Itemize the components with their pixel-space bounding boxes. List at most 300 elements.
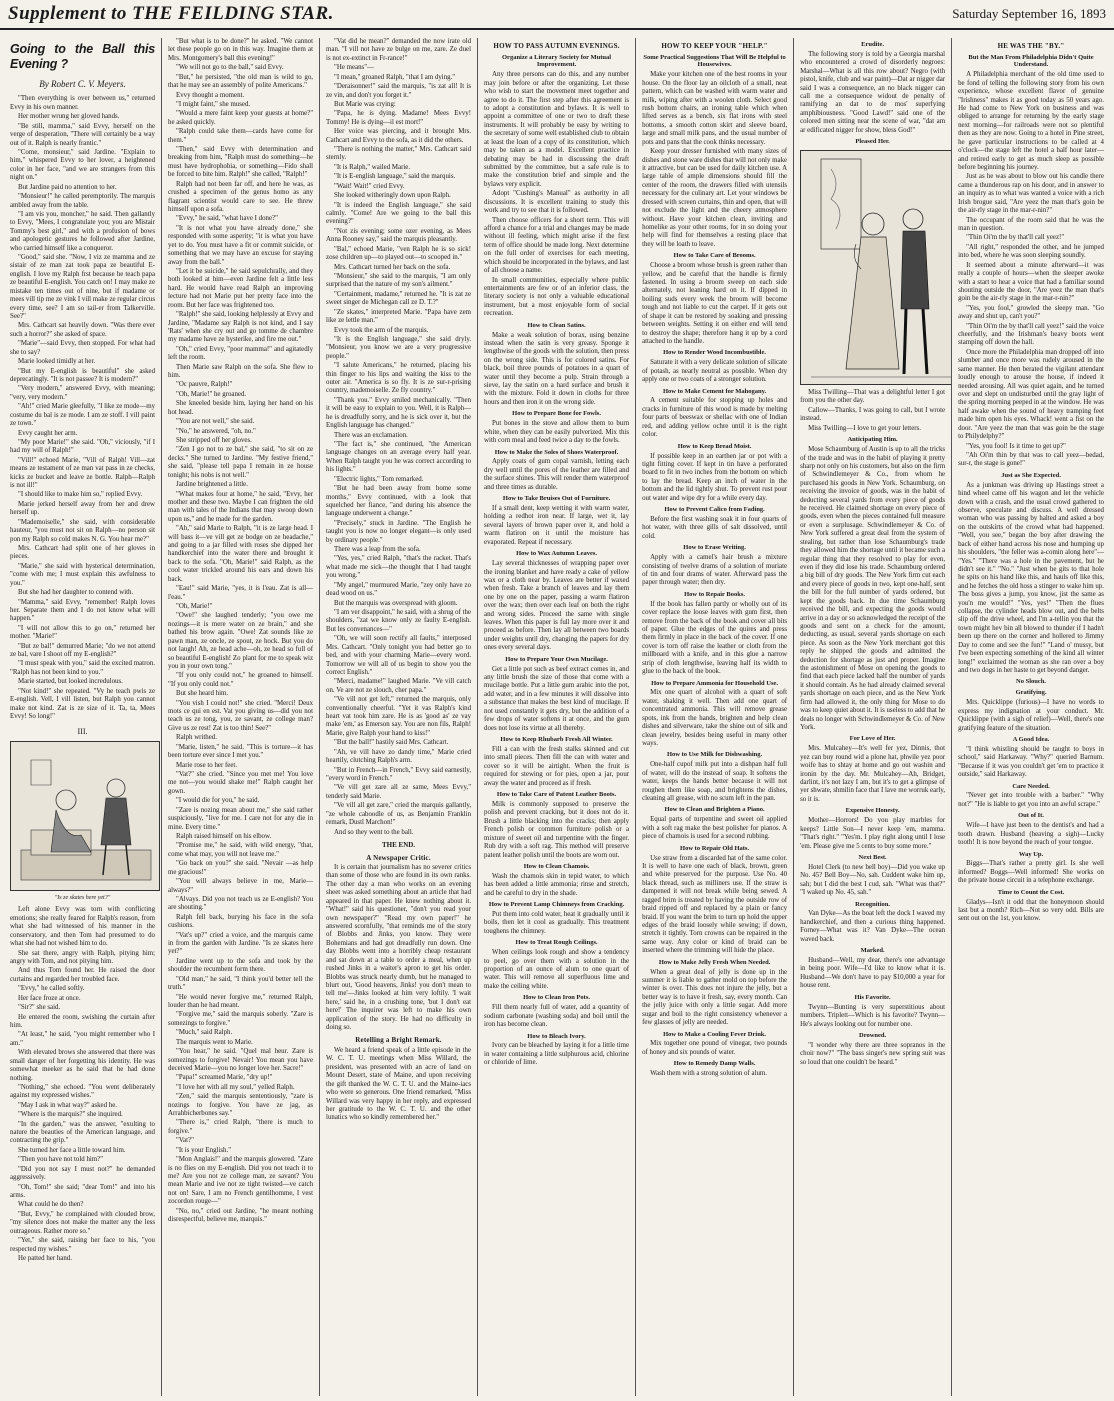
paragraph: We heard a friend speak of a little episode in the W. C. T. U. meetings when Miss Willard, the president, was presented with an acre of land on Mount Desert, state of Maine, and upon receiving the gift thanked the W. C. T. U. and the Maine-iacs who were so generous. One friend remarked, "Miss Willard was very happy in her reply, and expressed her gratitude to the W. C. T. U. and the other lunatics who so kindly remembered her." — [326, 1047, 472, 1122]
paragraph: There was an exclamation. — [334, 431, 408, 439]
paragraph: "It is not what you have already done," she responded with some asperity; "it is what you have yet to do. You must have a fit or commit suicide, or something that we may have an excuse for staying away from the ball." — [168, 224, 314, 266]
section-body: Before the first washing soak it in four quarts of hot water, with three gills of salt dissolved, until cold. — [642, 515, 788, 540]
paragraph: Once more the Philadelphia man dropped off into slumber and once more was rudely aroused in the same manner. He then berated the vigilant attendant loudly enough to arouse the house, if indeed it needed arousing. All was quiet again, and he turned over and slept on undisturbed until the gray light of the spring morning peeped in at the window. He was half awake when the sound of heavy tramping feet made him open his eyes. Whack! went a fist on the door. "Are yeez the man that was goin be the stage to Philydelphy?" — [958, 348, 1104, 441]
paragraph: "Then you have not told him?" — [18, 1156, 104, 1164]
paragraph: "But the ball!" hastily said Mrs. Cathcart. — [334, 739, 449, 747]
paragraph: "Zen I go not to ze bal," she said, "to sit on ze decks." She turned to Jardine. "My festive friend," she said, "please tell papa I remain in ze house tonight; his nobs is not well." — [168, 446, 314, 479]
paragraph: "But my E-english is beautiful" she asked deprecatingly. "It is not passee? It is modern?" — [10, 367, 156, 383]
section-heading: How to Erase Writing. — [683, 544, 746, 552]
help-heading: HOW TO KEEP YOUR "HELP." — [661, 42, 768, 50]
paragraph: "There is nothing the matter," Mrs. Cathcart said sternly. — [326, 146, 472, 162]
paragraph: Evvy caught her arm. — [18, 429, 78, 437]
paragraph: "I love her with all my soul," yelled Ralph. — [176, 1083, 295, 1091]
humor-top — [800, 41, 945, 146]
paragraph: "Then everything is over between us," returned Evvy in his own manner. — [10, 95, 156, 111]
illustration-skates — [10, 741, 160, 891]
paragraph: It seemed about a minute afterward—it was really a couple of hours—when the sleeper awoke with a start to hear a voice that had a familiar sound shouting outside the door, "Are yeez the man that's goin be the air-rly stage in the mar-r-nin?" — [958, 261, 1104, 303]
paragraph: "Oh, Marie!" he groaned. — [176, 390, 247, 398]
paragraph: Ralph fell back, burying his face in the sofa cushions. — [168, 913, 314, 930]
paragraph: But she had her daughter to contend with. — [18, 589, 134, 597]
section-heading: Care Needed. — [1012, 782, 1050, 790]
section-body: Mother—Horrors! Do you play marbles for keeps? Little Son—I never keep 'em, mamma. "That's right." "Yes'm. I play right along until I lose 'em. Please give me 5 cents to buy some more." — [800, 817, 946, 850]
paragraph: Miss Twilling—That was a delightful letter I got from you the other day. — [800, 389, 946, 405]
section-body: When a great deal of jelly is done up in the summer it is liable to gather mold on top before the winter is over. This does not injure the jelly, but a better way is to have it fresh, say, every month. Can the jelly juice with only a little sugar. Add more sugar and boil to the right consistency whenever a few glasses of jelly are needed. — [642, 968, 788, 1027]
paragraph: "May I ask in what way?" asked he. — [18, 1101, 118, 1109]
section-heading: Way Up. — [1018, 850, 1044, 858]
paragraph: Then choose officers for a short term. This will afford a chance for a trial and changes may be made without ill feeling, which might arise if the first term of office should be made long. Next determine on the full order of exercises for each meeting, which should be incorporated in the bylaws, and last of all choose a name. — [484, 216, 630, 275]
paragraph: "Thank you." Evvy smiled mechanically. "Then it will be easy to explain to you. Well, it is Ralph—he is dreadfully sorry, and he is sick over it, but the English language has changed." — [326, 396, 472, 430]
paragraph: "He would never forgive me," returned Ralph, louder than he had meant. — [168, 993, 314, 1009]
section-heading: How to Clean Chamois. — [523, 862, 590, 870]
paragraph: "Where is the marquis?" she inquired. — [18, 1111, 123, 1119]
illustration-drawing — [11, 740, 159, 890]
paragraph: "Ve vill all get zare," cried the marquis gallantly, "ze whole caboodle of us, as Benjamin Franklin remark, Dustl Marchon!" — [326, 802, 472, 827]
paragraph: "Owe!" she laughed tenderly; "you owe me nozings—it is mere water on ze brain," and she bathed his brow again. "Owe! Zat sounds like ze pawn man, ze oncle, ze spout, ze hock. But you do not laugh! Ah, ze head ache—oh, ze head so full of so beautiful E-english! Zo plant for me to speak wiz you in your own tong." — [168, 612, 314, 670]
section-body: Choose a broom whose brush is green rather than yellow, and be careful that the handle is firmly fastened. In using a broom sweep on each side alternately, not leaning hard on it. If dipped in boiling suds every week the broom will become tough and not liable to cut the carpet. If it gets out of shape it can be restored by soaking and pressing between weights. Setting it on either end will tend to destroy the shape; therefore hang it up by a cord attached to the handle. — [642, 262, 788, 345]
story-continued — [168, 38, 313, 1225]
autumn-body — [484, 71, 629, 318]
page-columns — [4, 38, 1110, 1396]
paragraph: Just as he was about to blow out his candle there came a thunderous rap on his door, and in answer to an inquiry as to what was wanted a voice with a rich Irish brogue said, "Are yeez the man that's goin be the air-rly stage in the mar-r-nin?" — [958, 173, 1104, 215]
paragraph: Marie rose to her feet. — [176, 761, 238, 769]
paragraph: "There is," cried Ralph, "there is much to forgive." — [168, 1119, 314, 1135]
humor-dialogue — [800, 389, 945, 433]
section-body: The following story is told by a Georgia marshal who encountered a crowd of disorderly negroes: Marshal—What is all this row about? Negro (with pistol, knife, club and war paint)—Dat ar nigger dar said I was a consequence, an no black nigger can call me a consequence widout de penalty of ramifying an dat to de mos' superfying amphibiousness. "Good Lawd!" said one of the colored men sitting near the scene of war, "dat am ar edificated nigger for show, bless God!" — [800, 50, 946, 134]
paragraph: "Eau!" said Marie, "yes, it is l'eau. Zat is all—l'eau." — [168, 585, 314, 601]
paragraph: "It is the English language," she said dryly. "Monsieur, you know we are a very progressive people." — [326, 335, 472, 360]
paragraph: "But he had been away from home some months," Evvy continued, with a look that squelched her fiance, "and during his absence the language underwent a change." — [326, 485, 472, 518]
paragraph: "But," he persisted, "the old man is wild to go, that he may see an assembly of polite Americans." — [168, 73, 314, 90]
section-heading: Just as She Expected. — [1001, 471, 1061, 479]
paragraph: "Marie"—said Evvy, then stopped. For what had she to say? — [10, 340, 156, 356]
section-body: Lay several thicknesses of wrapping paper over the ironing blanket and have ready a cake of yellow wax or a cloth near by. Leaves are better if waxed when fresh. Take a branch of leaves and lay them one by one on the paper, passing a warm flatiron over the wax; then over each leaf on both the right and wrong sides. Proceed the same with single leaves. When this paper is full lay more over it and proceed as before. Then lay all between two boards under weights until dry, changing the papers for dry ones every several days. — [484, 560, 630, 652]
story-conclusion — [326, 38, 471, 837]
paragraph: The marquis went to Marie. — [176, 1038, 253, 1046]
paragraph: "Ah Oi'm thin by that was to call yeez—bedad, sur-r, the stage is gone!" — [958, 451, 1104, 468]
paragraph: Marie looked timidly at her. — [18, 358, 96, 366]
paragraph: "Thin Oi'm the by that'll call yeez!" — [966, 234, 1065, 242]
section-body: When ceilings look rough and show a tendency to peel, go over them with a solution in the proportion of an ounce of alum to one quart of water. This will remove all superfluous lime and make the ceiling white. — [484, 949, 630, 990]
column-1 — [4, 38, 162, 1396]
help-body — [642, 71, 787, 249]
the-end: THE END. — [382, 840, 416, 849]
paragraph: Keep your dresser furnished with many sizes of dishes and stone ware dishes that will not only make it attractive, but can be used for daily kitchen use. A large table of ample dimensions should fill the center of the room, the drawers filled with utensils necessary for the culinary art. Let your windows be dressed with screen curtains, thin and open, that will not exclude the light and the cheery atmosphere without. Have your kitchen clean, inviting and homelike as your other rooms, for in so doing your help will find for themselves a resting place that they will be loath to leave. — [642, 148, 788, 248]
paragraph: "Good," said she. "Now, I viz ze mamma and ze sistair of ze man zat took papa ze beautiful E-english. I love my Ralph frst because he teach papa ze beautiful E-english. You catch on! I may make ze mistake ten times out of nine, but if madame or mees vill tip me ze vink I vill make ze regular circus every time, see? I am so tail-er from Talkerville. See?" — [10, 254, 156, 321]
section-heading: A Good Idea. — [1012, 735, 1050, 743]
paragraph: "My poor Marie!" she said. "Oh," viciously, "if I had my will of Ralph!" — [10, 438, 156, 455]
paragraph: "Papa, he is dying. Madame! Mees Evvy! Tommy! He is dying—il est mort!" — [326, 110, 472, 126]
section-heading: No Slouch. — [1016, 678, 1047, 686]
critic-heading: A Newspaper Critic. — [366, 853, 431, 862]
section-body: Ivory can be bleached by laying it for a little time in water containing a little sulphurous acid, chlorine or chloride of lime. — [484, 1042, 630, 1067]
paragraph: "I must speak with you," said the excited matron. "Ralph has not been kind to you." — [10, 660, 156, 676]
paragraph: "But what is to be done?" he asked. "We cannot let these people go on in this way. Imagine them at Mrs. Montgomery's ball this evening!" — [168, 38, 314, 62]
column-2 — [162, 38, 320, 1396]
paragraph: "But ze bal!" demurred Marie; "do we not attend ze bal, vare I shoot off my E-english?" — [10, 642, 156, 659]
paragraph: "Zen," said the marquis sententiously, "zare is nozings to forgive. You have ze jag, as Arrahbicherbones say." — [168, 1093, 314, 1118]
paragraph: "But, Evvy," he complained with clouded brow, "my silence does not make the matter any the less outrageous. Rather more so." — [10, 1210, 156, 1235]
paragraph: "No," he answered, "oh, no." — [176, 427, 256, 435]
section-heading: How to Clean Satins. — [527, 321, 586, 329]
section-body: Wash them with a strong solution of alum. — [650, 1070, 768, 1078]
paragraph: She stripped off her gloves. — [176, 436, 252, 444]
paragraph: "You vish I could not!" she cried. "Merci! Deux mots ce qui en est. Vat you giving us—did you not teach us ze tong, you, ze savant, ze college man? Give us ze rest! Zat is too thin! See?" — [168, 699, 314, 732]
paragraph: "Yes, you fool," growled the sleepy man. "Go away and shut up, can't you?" — [958, 304, 1104, 321]
paragraph: "We will not go to the ball," said Evvy. — [176, 64, 284, 72]
paragraph: And thus Tom found her. He raised the door curtains and regarded her troubled face. — [10, 967, 156, 983]
paragraph: "Oh, Tom!" she said; "dear Tom!" and into his arms. — [10, 1183, 156, 1199]
section-heading: How to Prevent Lamp Chimneys from Cracking. — [488, 901, 625, 909]
section-body: Biggs—That's rather a pretty girl. Is she well informed? Boggs—Well informed! She works on the private house circuit in a telephone exchange. — [958, 860, 1104, 885]
paragraph: Adopt "Cushing's Manual" as authority in all discussions. It is excellent training to study this work and try to see that it is followed. — [484, 190, 630, 215]
paragraph: With elevated brows she answered that there was small danger of her forgetting his identity. He was somewhat meeker as he said that he had done nothing. — [10, 1049, 156, 1082]
paragraph: Her mother wrung her gloved hands. — [18, 113, 120, 121]
paragraph: "Yes, you fool! Is it time to get up?" — [966, 442, 1066, 450]
section-body: If a small dent, keep wetting it with warm water, holding a redhot iron near. If large, wet it, lay several layers of brown paper over it, and hold a warm flatiron on it until the moisture has evaporated. Repeat if necessary. — [484, 505, 630, 546]
masthead-title: Supplement to THE FEILDING STAR. — [8, 3, 334, 24]
paragraph: "Ve vill not get left," returned the marquis, only conventionally cheerful. "Yet it vas Ralph's kind heart vat took him zare. He is as 'good as' ze vay make 'em,' as Emerson say. You are non fils, Ralph! Marie, give Ralph your hand to kiss!" — [326, 696, 472, 737]
paragraph: "Let it be suicide," he said sepulchrally, and they both looked at him—even Jardine felt a little less hard. He would have read Ralph an improving lecture had not Marie put her pretty face into the room. But her face was frightened too. — [168, 267, 314, 309]
paragraph: She sat there, angry with Ralph, pitying him; angry with Tom, and not pitying him. — [10, 949, 156, 966]
section-heading: How to Repair Books. — [684, 590, 746, 598]
section-body: Put them into cold water, heat it gradually until it boils, then let it cool as gradually. This treatment toughens the chimney. — [484, 911, 630, 935]
paragraph: He patted her hand. — [18, 1254, 72, 1262]
section-heading: How to Prevent Calico from Fading. — [664, 506, 765, 514]
section-body: Get a little pot such as beef extract comes in, and any little brush the size of those that come with a mucilage bottle. Put a little gum arabic into the pot, add water, and in a few minutes it will dissolve into a substance that makes the best kind of mucilage. If not used constantly it gets dry, but the addition of a few drops of water softens it at once, and the gum does not lose its virtue at all thereby. — [484, 665, 630, 732]
paragraph: "Ah!" cried Marie gleefully, "I like ze mode—my costume du bal is ze mode. I am ze stoff. I vill paint ze town." — [10, 403, 156, 428]
section-heading: How to Take Care of Brooms. — [673, 252, 756, 260]
paragraph: "He means"— — [334, 64, 374, 72]
remark-heading: Retelling a Bright Remark. — [355, 1036, 442, 1045]
section-heading: How to Keep Bread Moist. — [677, 442, 752, 450]
by-heading: HE WAS THE "BY." — [997, 42, 1065, 50]
help-subheading: Some Practical Suggestions That Will Be Helpful to Housewives. — [643, 53, 786, 69]
section-heading: How to Prepare Ammonia for Household Use. — [651, 679, 779, 687]
paragraph: "Ralph could take them—cards have come for them." — [168, 128, 314, 144]
paragraph: But Marie was crying: — [334, 100, 396, 108]
section-heading: How to Make Jelly Fresh When Needed. — [658, 958, 771, 966]
section-heading: Marked. — [860, 947, 885, 955]
story-title: Going to the Ball this Evening ? — [10, 42, 156, 72]
paragraph: "Monsieur!" he called peremptorily. The marquis ambled away from the table. — [10, 193, 156, 209]
section-body: Fill them nearly full of water, add a quantity of sodium carbonate (washing soda) and boil until the iron has become clean. — [484, 1004, 630, 1029]
paragraph: "Vill!" echoed Marie, "Vill of Ralph! Vill—zat means ze testament of ze man vat pass in ze checks, kicks ze bucket and leave ze bottle. Ralph—Ralph is not ill!" — [10, 456, 156, 490]
section-heading: Gratifying. — [1015, 689, 1047, 697]
paragraph: "Did you not say I must not?" he demanded aggressively. — [10, 1165, 156, 1182]
paragraph: "It is your English." — [176, 1146, 232, 1154]
paragraph: "Oh," cried Evvy, "poor mamma!" and agitatedly left the room. — [168, 345, 314, 362]
paragraph: Mrs. Cathcart had split one of her gloves in pieces. — [10, 544, 156, 561]
paragraph: "Very modern," answered Evvy, with meaning; "very, very modern." — [10, 385, 156, 401]
byline: By Robert C. V. Meyers. — [39, 78, 126, 89]
paragraph: "Alvays. Did you not teach us ze E-english? You are shouting." — [168, 895, 314, 912]
column-6 — [794, 38, 952, 1396]
autumn-heading: HOW TO PASS AUTUMN EVENINGS. — [493, 42, 620, 50]
section-body: Mix one quart of alcohol with a quart of soft water, shaking it well. Then add one quart of concentrated ammonia. This will remove grease spots, ink from the hands, brighten and help clean dishes and silverware, take the shine out of silk and clean jewelry, besides being useful in many other ways. — [642, 689, 788, 748]
section-body: A cement suitable for stopping up holes and cracks in furniture of this wood is made by melting four parts of beeswax or shellac with one of Indian red, and adding yellow ochre until it is the right color. — [642, 397, 788, 439]
column-5 — [636, 38, 794, 1396]
paragraph: Her voice was piercing, and it brought Mrs. Cathcart and Evvy to the sofa, as it did the others. — [326, 128, 472, 144]
section-body: Apply coats of gum copal varnish, letting each dry well until the pores of the leather are filled and the surface shines. This will render them waterproof and three times as durable. — [484, 458, 630, 491]
section-body: Use straw from a discarded hat of the same color. It is well to have one each of black, brown, green and white preserved for the purpose. Use No. 40 black thread, such as milliners use. If the straw is dampened it will not break while being sewed. A ragged brim is treated by having the outside row of braid ripped off and replaced by a plain or fancy braid. If you want the brim to turn up hold the upper edges of the braid loosely while sewing; if down, stretch it tightly. Torn crowns can be repaired in the same way. Any color or kind of braid can be inserted where the trimming will hide the place. — [642, 854, 788, 955]
paragraph: "Vat's up?" cried a voice, and the marquis came in from the garden with Jardine. "Is ze skates here yet?" — [168, 931, 314, 956]
paragraph: "Promise me," he said, with wild energy, "that, come what may, you will not leave me." — [168, 842, 314, 858]
paragraph: And so they went to the ball. — [334, 828, 414, 836]
paragraph: "Ah," said Marie to Ralph, "it is ze large head. I will bass it—ve vill get ze bodge on ze headache," and going to a jar filled with roses she dipped her handkerchief into the water there and brought it back to the sofa. "Oh, Marie!" said Ralph, as the cool water trickled around his ears and down his back. — [168, 525, 314, 583]
paragraph: Ralph raised himself on his elbow. — [176, 832, 272, 840]
paragraph: Evvy thought a moment. — [176, 91, 245, 99]
section-heading: Time to Count the Cost. — [997, 888, 1065, 896]
paragraph: "Evvy," he said, "what have I done?" — [176, 215, 278, 223]
paragraph: "Oh, we will soon rectify all faults," interposed Mrs. Cathcart. "Only tonight you had better go to bed, and with your charming Marie—every word. Tomorrow we will all of us begin to show you the correct English." — [326, 635, 472, 676]
paragraph: "Ralph!" she said, looking helplessly at Evvy and Jardine, "Madame say Ralph is not kind, and I say 'Rats' when she cry out and go tomme de chambre my madame have ze hysterike, and fire me out." — [168, 311, 314, 344]
section-heading: His Favorite. — [854, 993, 891, 1001]
paragraph: Jardine went up to the sofa and took by the shoulder the recumbent form there. — [168, 957, 314, 974]
paragraph: "Not zis evening; some ozer evening, as Mees Anna Rooney say," said the marquis pleasantly. — [326, 227, 472, 244]
section-heading: Pleased Her. — [855, 138, 890, 146]
paragraph: "My angel," murmured Marie, "zey only have zo dead wood on us." — [326, 581, 472, 598]
paragraph: "All right," responded the other, and he jumped into bed, where he was soon sleeping soundly. — [958, 243, 1104, 260]
paragraph: "Ah, ve vill have zo dandy time," Marie cried heartily, clutching Ralph's arm. — [326, 748, 472, 765]
paragraph: "Merci, madame!" laughed Marie. "Ve vill catch on. Ve are not ze slouch, cher papa." — [326, 678, 472, 694]
section-heading: Recognition. — [855, 900, 891, 908]
section-heading: For Love of Her. — [849, 735, 896, 743]
paragraph: "I might faint," she mused. — [176, 100, 251, 108]
section-body: Gladys—Isn't it odd that the honeymoon should last but a month? Rich—Not so very odd. Bills are sent out on the 1st, you know. — [958, 898, 1104, 923]
paragraph: But the marquis was overspread with gloom. — [334, 599, 458, 607]
column-3 — [320, 38, 478, 1396]
section-body: "I think whistling should be taught to boys in school," said Harkaway. "Why?" queried Barnum. "Because if it was you couldn't get 'em to practice it outside," said Harkaway. — [958, 745, 1104, 779]
paragraph: "Ve vill get zare all ze same, Mees Evvy," tenderly said Marie. — [326, 784, 472, 800]
section-heading: How to Wax Autumn Leaves. — [516, 550, 598, 558]
paragraph: "Deraisonner!" said the marquis, "is zat all! It is ze vin, and don't you forget it." — [326, 83, 472, 99]
paragraph: "Certainment, madame," returned he. "It is zat ze sweet singer de Michegan call ze D. T.?" — [326, 290, 472, 307]
paragraph: Marie jerked herself away from her and drew herself up. — [10, 500, 156, 517]
paragraph: "Mon Anglais!" and the marquis glowered. "Zare is no flies on my E-english. Did you not teach it to me? Are you not ze college man, ze savant? You mean Marie and ive not ze tight twisted—ve catch not on! Sare, I am no French gentilhomme, I vest zocordon rouge—" — [168, 1156, 314, 1206]
paragraph: What could he do then? — [18, 1201, 84, 1209]
paragraph: Her face froze at once. — [18, 994, 81, 1002]
section-body: Saturate it with a very delicate solution of silicate of potash, as nearly neutral as possible. When dry apply one or two coats of a stronger solution. — [642, 359, 788, 384]
paragraph: "If you only could not," he groaned to himself. "If you only could not." — [168, 672, 314, 688]
section-body: Equal parts of turpentine and sweet oil applied with a soft rag make the best polisher for pianos. A piece of chamois is used for a second rubbing. — [642, 816, 788, 841]
paragraph: "It is Ralph," wailed Marie. — [334, 163, 411, 171]
paragraph: "In the garden," was the answer, "exulting to nature the beauties of the American language, and contracting the grip." — [10, 1120, 156, 1145]
paragraph: "Vat?" — [176, 1137, 194, 1145]
paragraph: "Would a mere faint keep your guests at home?" he asked quickly. — [168, 110, 314, 126]
section-heading: How to Render Wood Incombustible. — [663, 349, 766, 357]
humor-sections — [800, 436, 945, 1067]
paragraph: "Then," said Evvy with determination and breaking from him, "Ralph must do something—he must have hydrophobia, or something—Fido shall be forced to bite him. Ralph!" she called, "Ralph!" — [168, 146, 314, 179]
paragraph: "Zare is nozing mean about me," she said rather suspiciously, "live for me. I care not for any die in mine. Every time." — [168, 806, 314, 831]
paragraph: "Precisely," stuck in Jardine. "The English he taught you is now no longer elegant—is only used by ordinary people." — [326, 519, 472, 544]
paragraph: "Oh, Marie!" — [176, 603, 213, 610]
column-4 — [478, 38, 636, 1396]
section-body: If the book has fallen partly or wholly out of its cover replace the loose leaves with gum first, then remove from the back of the book and cover all bits of paper. Glue the edges of the quires and press them firmly in place in the back of the cover. If one cover is torn off raise the leather or cloth from the millboard with a knife, and in this glue a narrow strip of cloth lengthwise, leaving half its width to glue to the back of the book. — [642, 600, 788, 676]
section-heading: How to Make Cement for Mahogany. — [662, 387, 767, 395]
section-body: Mix together one pound of vinegar, two pounds of honey and six pounds of water. — [642, 1040, 788, 1056]
paragraph: "Marie," she said with hysterical determination, "come with me; I must explain this awfulness to you." — [10, 562, 156, 587]
household-sections — [484, 322, 629, 1068]
help-sections — [642, 252, 787, 1078]
illustration-couple-drawing — [801, 149, 952, 384]
paragraph: "Yes, yes," cried Ralph, "that's the racket. That's what made me sick—the thought that I had taught you wrong." — [326, 555, 472, 580]
section-body: Milk is commonly supposed to preserve the polish and prevent cracking, but it does not do it. Brush a little blacking into the cracks; then apply French polish or common furniture polish or a mixture of sweet oil and turpentine with the finger. Rub dry with a soft rag. This method will preserve patent leather polish until the boots are worn out. — [484, 800, 630, 859]
illustration-caption: "Is ze skates here yet?" — [54, 895, 111, 902]
paragraph: It is certain that journalism has no severer critics than some of those who are found in its own ranks. The other day a man who works on an evening sheet was asked something about an article that had appeared in that paper. He knew nothing about it. "What!" said his questioner, "don't you read your own newspaper?" "Read my own paper!" he answered scornfully, "that reminds me of the story of Blobbs and Jinks, you know. They were Bohemians and had got dreadfully run down. One day Blobbs went into a horribly cheap restaurant and sat down at a table to order a meal, when up rushed Jinks in a waiter's apron to get his order. Blobbs was struck nearly dumb, but he managed to blurt out, 'Good heavens, Jinks! you don't mean to tell me'—Jinks looked at him very loftily. 'I wait here,' said he, in a crushing tone, 'but I don't eat here!' The inquirer was left to make his own application of the story. He had no difficulty in doing so. — [326, 864, 472, 1032]
section-heading: Out of It. — [1018, 812, 1044, 820]
paragraph: But she heard him. — [176, 690, 229, 698]
paragraph: "Bal," echoed Marie, "ven Ralph he is so sick! zose children up—to played out—to scooped in." — [326, 245, 472, 262]
paragraph: "Electric lights," Tom remarked. — [334, 475, 424, 483]
paragraph: Mrs. Cathcart turned her back on the sofa. — [334, 263, 451, 271]
section-heading: How to Repair Old Hats. — [680, 844, 750, 852]
paragraph: "Old man," he said, "I think you'd better tell the truth." — [168, 975, 314, 992]
section-heading: How to Clean and Brighten a Piano. — [664, 806, 765, 814]
paragraph: Marie started, but looked incredulous. — [18, 678, 123, 686]
paragraph: Ralph had not been far off, and here he was, as crushed a specimen of the genus homo as any flagrant scientist would care to see. He threw himself upon a sofa. — [168, 180, 314, 214]
paragraph: Miss Twilling—I love to get your letters. — [808, 424, 921, 432]
section-heading: Next Best. — [858, 853, 887, 861]
critic-body — [326, 864, 471, 1032]
section-heading: How to Keep Rhubarb Fresh All Winter. — [500, 736, 613, 744]
paragraph: "Go back on you?" she said. "Nevair —as help me gracious!" — [168, 860, 314, 876]
section-heading: How to Treat Rough Ceilings. — [515, 939, 598, 947]
paragraph: "Yet," she said, raising her face to his, "you respected my wishes." — [10, 1237, 156, 1253]
section-heading: Expensive Honesty. — [845, 807, 900, 815]
section-body: Mrs. Quicklippe (furious)—I have no words to express my indignation at your conduct. Mr. Quicklippe (with a sigh of relief)—Well, there's one gratifying feature of the situation. — [958, 699, 1104, 732]
paragraph: "Not kind!" she repeated. "Vy he teach pwis ze E-english. Vell, I vill listen, but Ralph you cannot make not kind. Zat is ze size of it. Ta, ta, Mees Evvy! So long!" — [10, 687, 156, 720]
section-heading: How to Prepare Your Own Mucilage. — [505, 655, 608, 663]
section-heading: How to Prepare Bone for Fowls. — [512, 410, 601, 418]
paragraph: "Wait! Wait!" cried Evvy. — [334, 182, 405, 190]
section-body: Apply with a camel's hair brush a mixture consisting of twelve drams of a solution of muriate of tin and four drams of water. Afterward pass the paper through water; then dry. — [642, 554, 788, 587]
paragraph: "Thin Oi'm the by that'll call yeez!" said the voice cheerfully, and the Irishman's heavy boots went stamping off down the hall. — [958, 322, 1104, 347]
remark-body — [326, 1047, 471, 1123]
paragraph: "No, no," cried out Jardine, "he meant nothing disrespectful, believe me, marquis." — [168, 1207, 314, 1224]
paragraph: "It is indeed the English language," she said calmly. "Come! Are we going to the ball this evening?" — [326, 201, 472, 226]
section-body: As a junkman was driving up Hastings street a hind wheel came off his wagon and let the vehicle down with a crash, and the usual crowd gathered to observe, speculate and discuss. A well dressed woman who was passing by halted and asked a boy on the outskirts of the crowd what had happened. "Well, you see," began the boy after drawing the back of either hand across his nose and humping up his shoulders, "the feller was a-comin along here"— "Yes." "There was a hole in the pavement, but he didn't see it." "No." "Just when he gits to that hole he spits on his hand like this, and hauls off like this, and he fetches the old hoss a stinger to wake him up. The boss gives a jump, you know, jist the same as you'n me would!" "Yes, yes!" "Then the flues collapse, the cylinder heads blow out, and the belts slip off the drive wheel, and I'm a-tellin you that the town might hev bin all blowed to thunder if I hadn't been up there on the corner and hollered to Jimmy Day to come and see the fun!" "Land o' mussy, but I've been expecting something of the kind all winter long!" exclaimed the woman as she ran over a boy and two dogs in her haste to get beyond danger. — [958, 481, 1104, 674]
paragraph: Left alone Evvy was torn with conflicting emotions; she really feared for Ralph's reason, from what she had witnessed of his manner in the conservatory, and then Tom had presumed to do what she had not wished him to do. — [10, 906, 156, 948]
section-body: Fill a can with the fresh stalks skinned and cut into small pieces. Then fill the can with water and cover so it will be airtight. When the fruit is required for stewing or for pies, open a jar, pour away the water and proceed as if fresh. — [484, 745, 630, 787]
paragraph: "Marie, listen," he said. "This is torture—it has been torture ever since I met you." — [168, 743, 314, 760]
section-body: Twynn—Bunting is very superstitious about numbers. Triplett—Which is his favorite? Twynn—He's always looking out for number one. — [800, 1003, 946, 1028]
paragraph: Jardine brightened a little. — [176, 481, 248, 489]
paragraph: She turned her face a little toward him. — [18, 1146, 126, 1154]
section-body: Wash the chamois skin in tepid water, to which has been added a little ammonia; rinse and stretch, and be careful to dry in the shade. — [484, 872, 630, 897]
paragraph: Ralph writhed. — [176, 734, 217, 742]
paragraph: "You will always believe in me, Marie—always?" — [168, 878, 314, 894]
section-heading: How to Take Care of Patent Leather Boots. — [496, 791, 617, 799]
paragraph: "Mademoiselle," she said, with considerable hauteur, "you must not sit on Ralph—no person sit pon my Ralph so cold makes N. G. You hear me?" — [10, 518, 156, 543]
paragraph: She looked witheringly down upon Ralph. — [334, 192, 451, 200]
paragraph: In small communities, especially where public entertainments are few or of an inferior class, the literary society is not only a valuable educational instrument, but a most enjoyable form of social recreation. — [484, 276, 630, 318]
paragraph: "At least," he said, "you might remember who I am." — [10, 1031, 156, 1047]
section-heading: Erudite. — [861, 41, 885, 48]
paragraph: But Jardine paid no attention to her. — [18, 183, 117, 191]
paragraph: "Nothing," she echoed. "You went deliberately against my expressed wishes." — [10, 1083, 156, 1100]
paragraph: "Vat?" she cried. "Since you met me! You love me not—you would shake me!" Ralph caught her gown. — [168, 771, 314, 795]
paragraph: He entered the room, swishing the curtain after him. — [10, 1013, 156, 1029]
paragraph: "I mean," groaned Ralph, "that I am dying." — [334, 73, 456, 81]
paragraph: "I will not allow this to go on," returned her mother. "Marie!" — [10, 624, 156, 641]
paragraph: Then Marie saw Ralph on the sofa. She flew to him. — [168, 363, 314, 380]
section-heading: How to Clean Iron Pots. — [523, 994, 590, 1002]
autumn-subheading: Organize a Literary Society for Mutual Improvement. — [502, 53, 612, 69]
section-heading: Drowned. — [859, 1031, 887, 1039]
section-heading: How to Make a Cooling Fever Drink. — [663, 1030, 767, 1038]
paragraph: The occupant of the room said that he was the man in question. — [958, 216, 1104, 232]
section-body: Husband—Well, my dear, there's one advantage in being poor. Wife—I'd like to know what it is. Husband—We don't have to pay $10,000 a year for house rent. — [800, 957, 946, 990]
paragraph: There was a leap from the sofa. — [334, 546, 421, 554]
section-body: Mose Schaumburg of Austin is up to all the tricks of the trade and was in the habit of playing it pretty sharp not only on his customers, but also on the firm of Schwindlemeyer & Co., from whom he purchased his goods in New York. Schaumburg, on receiving the invoice of goods, was in the habit of deducting several yards from every piece of goods he received. He claimed shortage on every piece of goods, even when the pieces contained full measure or even a surplusage. Schwindlemeyer & Co. of New York suffered a great deal from the system of stealing, but rather than lose Schaumburg's trade they allowed him the shortage until it became such a regular thing that they resolved to play for even, even if they did lose his trade. Schaumburg ordered a big bill of dry goods. The New York firm cut each and every piece of goods in two, kept one-half, sent the bill for the full number of yards ordered, but kept the goods back. In due time Schaumburg received the bill, and expecting the goods would arrive in a day or so acknowledged the receipt of the goods and sent on a check for the amount, deducting, as usual, several yards shortage on each piece. As soon as the New York merchant got this reply he shipped the goods and admitted the deduction for shortage as just and proper. Imagine the astonishment of Mose on opening the goods to find that each piece lacked half the number of yards it should contain. As he had already claimed several yards shortage on each piece, and as the New York firm had allowed it, the only thing for Mose to do was to keep quiet about it. It is useless to add that he deals no longer with Schwindlemeyer & Co. of New York. — [800, 446, 946, 732]
paragraph: "Monsieur," she said to the marquis, "I am only surprised that the nature of my son's ailment." — [326, 272, 472, 289]
paragraph: Mrs. Cathcart sat heavily down. "Was there ever such a horror?" she asked of space. — [10, 322, 156, 338]
paragraph: "What makes four at home," he said, "Evvy, her mother and these two. Maybe I can frighten the old man with tales of the Indians that may swoop down upon us," and he made for the garden. — [168, 490, 314, 523]
section-body: If possible keep in an earthen jar or pot with a tight fitting cover. If kept in tin have a perforated board to fit in two inches from the bottom on which to lay the bread. Keep an inch of water in the bottom and the lid tightly shut. To prevent rust pour out water and wipe dry for a while every day. — [642, 452, 788, 502]
section-body: One-half cupof milk put into a dishpan half full of water, will do the instead of soap. It softens the water, keeps the hands better because it will not roughen them like soap, and brightens the dishes, cleaning all grease, with no scum left in the pan. — [642, 761, 788, 803]
by-body — [958, 71, 1104, 468]
humor-sections-7 — [958, 472, 1104, 924]
paragraph: "Ze skates," interpreted Marie. "Papa have zem like ze lettle man." — [326, 308, 472, 325]
paragraph: "It is E-english language," said the marquis. — [334, 173, 456, 181]
section-heading: How to Take Bruises Out of Furniture. — [502, 495, 611, 503]
column-7 — [952, 38, 1110, 1396]
paragraph: A Philadelphia merchant of the old time used to be fond of telling the following story from his own experience, whose excellent flavor of genuine "Irishness" makes it as good today as 50 years ago. He had come to New York on business and was obliged to arrange for returning by the early stage next morning—for railroads were not so plentiful then as they are now. Going to a hotel in Pine street, he gave particular instructions to be called at 4 o'clock—the stage left the hotel a half hour later—and retired early to get as much sleep as possible before beginning his journey. — [958, 71, 1104, 172]
paragraph: "Come, monsieur," said Jardine. "Explain to him," whispered Evvy to her lover, a heightened color in her face, "and we are strangers from this night on." — [10, 149, 156, 182]
paragraph: Make your kitchen one of the best rooms in your house. On the floor lay an oilcloth of a small, neat pattern, which can be washed with warm water and milk, wiping after with a woolen cloth. Select good rush bottom chairs, an ironing table which when lifted serves as a bench, six flat irons with steel bottoms, a smooth cotton skirt and sleeve board, large and small milk pans, and the usual number of pots and pans that the cook thinks necessary. — [642, 71, 788, 146]
paragraph: "Be still, mamma," said Evvy, herself on the verge of desperation, "There will certainly be a way out of it. Ralph is nearly frantic." — [10, 122, 156, 147]
section-numeral: III. — [77, 727, 88, 737]
section-heading: Anticipating Him. — [847, 436, 898, 444]
paragraph: "Papa!" screamed Marie, "dry up!" — [176, 1074, 273, 1082]
paragraph: "Evvy," he called softly. — [18, 985, 85, 993]
paragraph: Callow—Thanks, I was going to call, but I wrote instead. — [800, 406, 946, 423]
paragraph: She kneeled beside him, laying her hand on his hot head. — [168, 400, 314, 416]
section-body: Make a weak solution of borax, using benzine instead when the satin is very greasy. Sponge it lengthwise of the goods with the solution, then press on the wrong side. This is for colored satins. For black, boil three pounds of potatoes in a quart of water until they become a pulp. Strain through a sieve, lay the satin on a hard surface and brush it with the mixture. Fold it down in cloths for three hours and then iron it on the wrong side. — [484, 331, 630, 406]
section-heading: How to Make the Soles of Shoes Waterproof. — [494, 448, 619, 456]
section-body: Hotel Clerk (to new bell boy)—Did you wake up No. 45? Bell Boy—No, sah. Cuddent wake him up, sah; but I did the best I cud, sah. "What was that?" "I waked up No. 45, sah." — [800, 863, 946, 897]
section-body: Mrs. Mulcahey—It's well fer yez, Dinnis, thot yez can buy round wid a plone hat, phwile yez poor woife has to shtay at home and go out washin and ironin by the day. Mr. Mulcahey—Ah, Bridget, darlint, it's not lazy I am, but it's to get a glimpse of yer shwate, shmilin face that I lave me worruk early, so it is. — [800, 745, 946, 803]
paragraph: "I am vis you, moncher," he said. Then gallantly to Evvy, "Mees, I congratulate you; you are Mistair Tommy's best girl," and with a profusion of bows and apologetic gestures he followed after Jardine, who carried himself like a conqueror. — [10, 210, 156, 252]
section-body: Put bones in the stove and allow them to burn white, when they can be easily pulverized. Mix this with corn meal and feed twice a day to the fowls. — [484, 420, 630, 445]
paragraph: "You are not well," she said. — [176, 418, 255, 426]
paragraph: "Vat did he mean?" demanded the now irate old man. "I vill not have ze bulge on me, zare. Ze duel is not ex-extinct in Fr-rance!" — [326, 38, 472, 62]
paragraph: "I would die for you," he said. — [176, 797, 260, 805]
section-body: Wife—I have just been to the dentist's and had a tooth drawn. Husband (heaving a sigh)—Lucky tooth! It is now beyond the reach of your tongue. — [958, 822, 1104, 847]
section-body: "I wonder why there are three sopranos in the choir now?" "The bass singer's new spring suit was so loud that one couldn't be heard." — [800, 1041, 946, 1066]
paragraph: "I salute Americans," he returned, placing his thin finger to his lips and waiting the kiss to the outer air. "America is so fly. It is ze sur-r-prising country, mademoiselle. Ze fly country." — [326, 362, 472, 395]
section-heading: How to Use Milk for Dishwashing. — [666, 751, 763, 759]
section-heading: How to Remedy Damp Walls. — [673, 1060, 756, 1068]
section-body: Van Dyke—As the boat left the dock I waved my handkerchief, and then a curious thing happened. Forney—What was it? Van Dyke—The ocean waved back. — [800, 910, 946, 943]
paragraph: Evvy took the arm of the marquis. — [334, 326, 429, 334]
illustration-couple — [800, 150, 952, 385]
story-part-1 — [10, 95, 155, 721]
paragraph: "Sir?" she said. — [18, 1004, 61, 1012]
section-body: "Never get into trouble with a barber." "Why not?" "He is liable to get you into an awful scrape." — [958, 792, 1104, 808]
by-subheading: But the Man From Philadelphia Didn't Quite Understand. — [968, 53, 1094, 69]
paragraph: "The fact is," she continued, "the American language changes on an average every half year. When Ralph taught you he was correct according to his lights." — [326, 440, 472, 474]
paragraph: "I should like to make him so," replied Evvy. — [18, 491, 143, 499]
masthead-date: Saturday September 16, 1893 — [952, 6, 1106, 21]
section-heading: How to Bleach Ivory. — [527, 1032, 586, 1040]
paragraph: "But in French—in French," Evvy said earnestly, "every word in French." — [326, 766, 472, 783]
paragraph: "Forgive me," said the marquis soberly. "Zare is somezings to forgive." — [168, 1011, 314, 1027]
paragraph: "You hear," he said. "Quel mal heur. Zare is somezings to forgive! Nevair! You mean you have deceived Marie—you no longer love her. Sacre!" — [168, 1048, 314, 1072]
paragraph: "I am ver disappoint," he said, with a shrug of the shoulders, "zat we know only ze faulty E-english. But les convenances—" — [326, 609, 472, 633]
story-part-2 — [10, 906, 155, 1263]
paragraph: Any three persons can do this, and any number may join before or after the organizing. Let those who wish to start the movement meet together and agree to do it. The first step after this agreement is to adopt a constitution and bylaws. It is well to appoint a committee of one or two to draft these instruments. It will probably be easy by writing to the secretary of some well established club to obtain at least the loan of a copy of its constitution, which may be taken as a model. Excellent practice in debating may be had in discussing the draft submitted by the committee, but a safe rule is to make the constitution brief and simple and the bylaws very explicit. — [484, 71, 630, 188]
